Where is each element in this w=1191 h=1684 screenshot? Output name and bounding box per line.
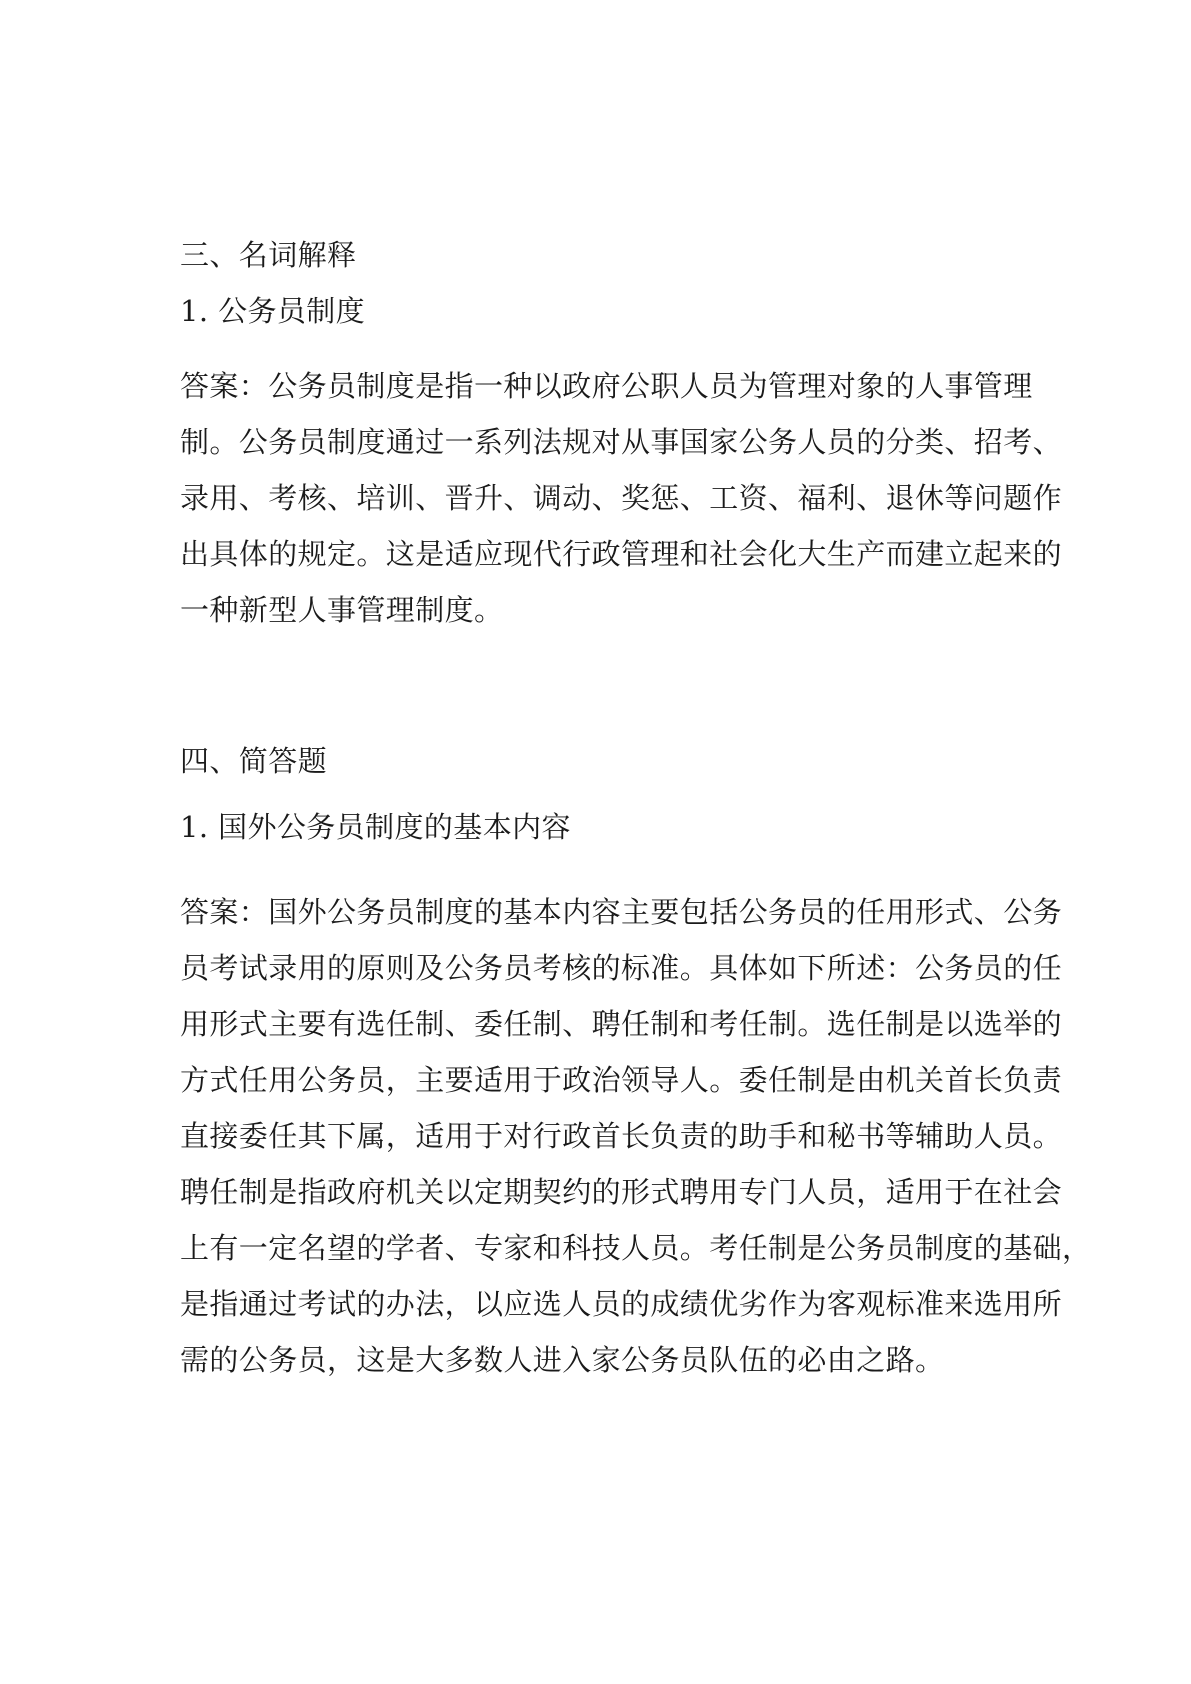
answer-line: 聘任制是指政府机关以定期契约的形式聘用专门人员，适用于在社会 xyxy=(180,1175,1063,1209)
answer-line: 是指通过考试的办法，以应选人员的成绩优劣作为客观标准来选用所 xyxy=(180,1287,1063,1321)
answer-line: 方式任用公务员，主要适用于政治领导人。委任制是由机关首长负责 xyxy=(180,1063,1063,1097)
question-title: 1. 国外公务员制度的基本内容 xyxy=(180,810,571,844)
answer-line: 需的公务员，这是大多数人进入家公务员队伍的必由之路。 xyxy=(180,1343,945,1377)
answer-line: 用形式主要有选任制、委任制、聘任制和考任制。选任制是以选举的 xyxy=(180,1007,1063,1041)
section-title: 三、名词解释 xyxy=(180,238,357,272)
answer-line: 直接委任其下属，适用于对行政首长负责的助手和秘书等辅助人员。 xyxy=(180,1119,1063,1153)
answer-line: 录用、考核、培训、晋升、调动、奖惩、工资、福利、退休等问题作 xyxy=(180,481,1063,515)
answer-line: 出具体的规定。这是适应现代行政管理和社会化大生产而建立起来的 xyxy=(180,537,1063,571)
answer-line: 上有一定名望的学者、专家和科技人员。考任制是公务员制度的基础， xyxy=(180,1231,1092,1265)
answer-line: 制。公务员制度通过一系列法规对从事国家公务人员的分类、招考、 xyxy=(180,425,1063,459)
section-title: 四、简答题 xyxy=(180,744,328,778)
question-title: 1. 公务员制度 xyxy=(180,294,366,328)
answer-line: 答案：公务员制度是指一种以政府公职人员为管理对象的人事管理 xyxy=(180,369,1033,403)
answer-line: 一种新型人事管理制度。 xyxy=(180,593,504,627)
answer-line: 员考试录用的原则及公务员考核的标准。具体如下所述：公务员的任 xyxy=(180,951,1063,985)
answer-line: 答案：国外公务员制度的基本内容主要包括公务员的任用形式、公务 xyxy=(180,895,1063,929)
